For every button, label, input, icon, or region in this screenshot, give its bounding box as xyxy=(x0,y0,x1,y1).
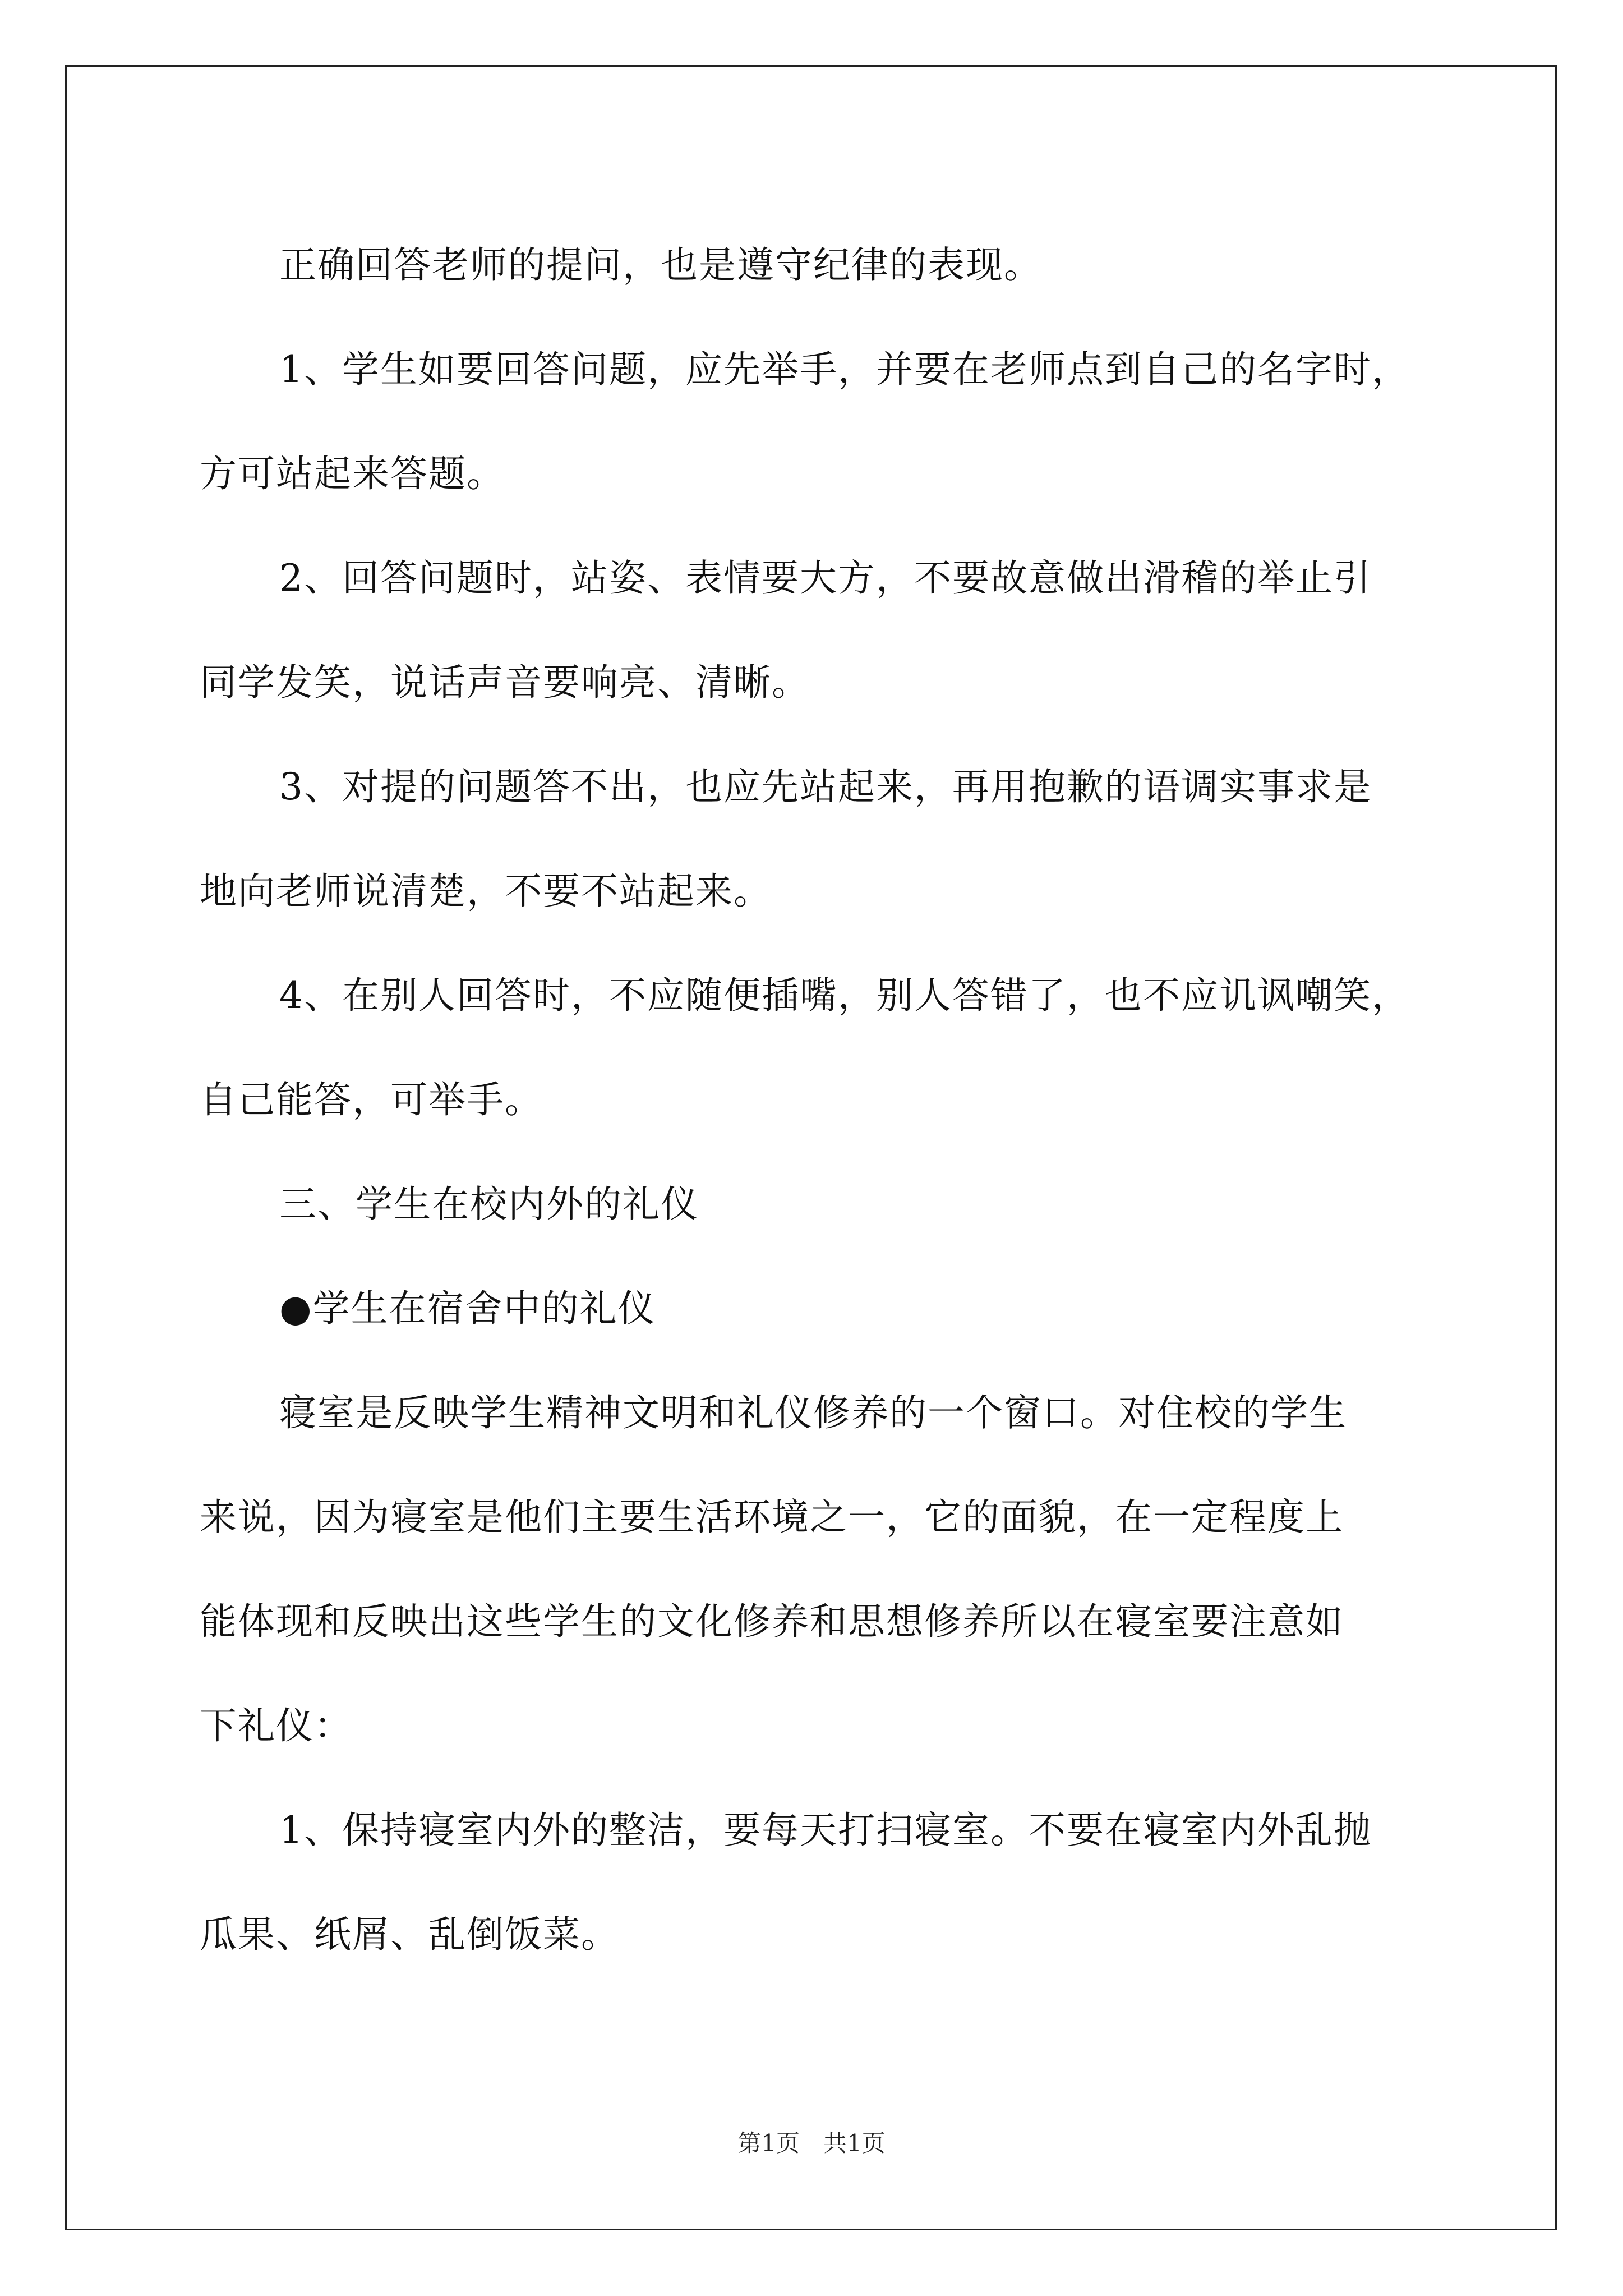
text-line: 1、保持寝室内外的整洁，要每天打扫寝室。不要在寝室内外乱抛 xyxy=(279,1809,1372,1852)
paragraph xyxy=(200,735,1461,944)
subsection-heading xyxy=(200,1257,1461,1361)
paragraph xyxy=(200,1361,1461,1778)
section-heading xyxy=(200,1152,1461,1257)
text-line: 地向老师说清楚，不要不站起来。 xyxy=(200,869,772,913)
page-footer xyxy=(0,2125,1623,2159)
text-line: 下礼仪： xyxy=(200,1704,352,1747)
text-line: 自己能答，可举手。 xyxy=(200,1078,543,1121)
text-line: 寝室是反映学生精神文明和礼仪修养的一个窗口。对住校的学生 xyxy=(279,1391,1347,1434)
text-line: 2、回答问题时，站姿、表情要大方，不要故意做出滑稽的举止引 xyxy=(279,556,1372,600)
text-line: 方可站起来答题。 xyxy=(200,452,505,495)
text-line: 瓜果、纸屑、乱倒饭菜。 xyxy=(200,1913,619,1956)
paragraph xyxy=(200,1778,1461,1987)
paragraph xyxy=(200,944,1461,1152)
page-number: 第1页 共1页 xyxy=(737,2129,886,2157)
text-line: 来说，因为寝室是他们主要生活环境之一，它的面貌，在一定程度上 xyxy=(200,1496,1344,1539)
text-line: 4、在别人回答时，不应随便插嘴，别人答错了，也不应讥讽嘲笑， xyxy=(279,974,1410,1017)
text-line: 1、学生如要回答问题，应先举手，并要在老师点到自己的名字时， xyxy=(279,348,1410,391)
text-line: 三、学生在校内外的礼仪 xyxy=(279,1182,699,1226)
paragraph xyxy=(200,318,1461,526)
document-body xyxy=(200,213,1461,1987)
text-line: 正确回答老师的提问，也是遵守纪律的表现。 xyxy=(279,243,1042,287)
text-line: ●学生在宿舍中的礼仪 xyxy=(279,1287,656,1330)
text-line: 同学发笑，说话声音要响亮、清晰。 xyxy=(200,661,810,704)
paragraph xyxy=(200,526,1461,735)
text-line: 能体现和反映出这些学生的文化修养和思想修养所以在寝室要注意如 xyxy=(200,1600,1344,1643)
text-line: 3、对提的问题答不出，也应先站起来，再用抱歉的语调实事求是 xyxy=(279,765,1372,808)
paragraph xyxy=(200,213,1461,318)
